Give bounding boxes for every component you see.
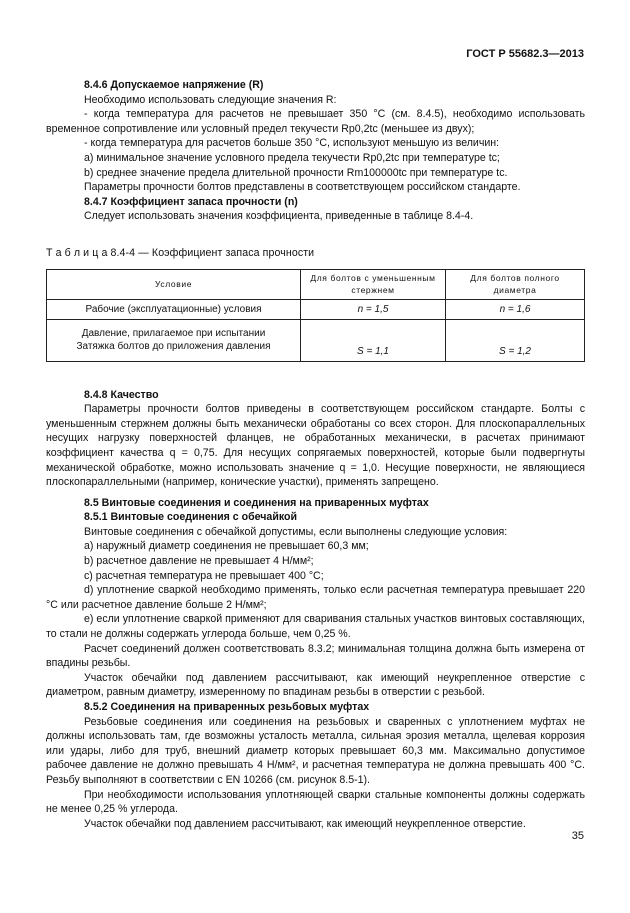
paragraph: а) наружный диаметр соединения не превышает 60,3 мм; [84,540,369,553]
table-header-row [47,269,585,299]
paragraph: 8.5.1 Винтовые соединения с обечайкой [84,511,297,524]
paragraph: 8.5 Винтовые соединения и соединения на приваренных муфтах [84,496,429,509]
paragraph: 8.5.2 Соединения на приваренных резьбовых муфтах [84,701,370,713]
paragraph: е) если уплотнение сваркой применяют для сваривания стальных участков винтовых составляющих, то стали не должны содержать углерода больше, чем 0,25 %. [46,613,585,641]
cell-condition: Давление, прилагаемое при испытании Затяжка болтов до приложения давления [47,319,301,361]
paragraph: Следует использовать значения коэффициента, приведенные в таблице 8.4-4. [84,210,474,223]
paragraph: При необходимости использования уплотняющей сварки стальные компоненты должны содержать не менее 0,25 % углерода. [46,788,585,816]
paragraph: d) уплотнение сваркой необходимо применять, только если расчетная температура превышает 220 °С или расчетное давление больше 2 Н/мм²; [46,584,585,611]
section-8-4-8 [46,388,585,490]
paragraph: с) расчетная температура не превышает 400 °С; [84,569,324,582]
header-reduced-bolts: Для болтов с уменьшенным стержнем [301,269,446,299]
page-number: 35 [571,830,584,842]
table-caption: Т а б л и ц а 8.4-4 — Коэффициент запаса прочности [46,246,315,259]
table-row [47,319,585,361]
paragraph: Участок обечайки под давлением рассчитывают, как имеющий неукрепленное отверстие. [84,817,526,830]
paragraph: Участок обечайки под давлением рассчитывают, как имеющий неукрепленное отверстие с диаметром, равным диаметру, измеренному по впадинам резьбы в отверстии с резьбой. [46,671,585,699]
paragraph: 8.4.7 Коэффициент запаса прочности (n) [84,195,298,208]
cell-reduced: S = 1,1 [301,319,446,361]
cell-full: n = 1,6 [446,299,585,319]
paragraph: - когда температура для расчетов больше 350 °С, используют меньшую из величин: [84,137,500,150]
cell-condition: Рабочие (эксплуатационные) условия [47,299,301,319]
section-8-5 [46,496,585,832]
paragraph: 8.4.6 Допускаемое напряжение (R) [84,79,264,91]
paragraph: Параметры прочности болтов представлены в соответствующем российском стандарте. [84,181,521,194]
header-condition: Условие [47,269,301,299]
paragraph: Необходимо использовать следующие значения R: [84,93,337,106]
paragraph: Параметры прочности болтов приведены в соответствующем российском стандарте. Болты с уменьшенным стержнем должны быть механически обработаны со всех сторон. Для плоскопараллельных несущих нагрузку поверхностей фланцев, не обработанных механически, в расчетах принимают коэффициент качества q = 0,75. Для несущих сопрягаемых поверхностей, которые были подвергнуты механической обработке, можно использовать значение q = 1,0. Несущие поверхности, не являющиеся плоскопараллельными (например, конические участки), применять запрещено. [46,403,585,489]
page-content [46,78,585,831]
paragraph: 8.4.8 Качество [84,388,159,401]
paragraph: b) расчетное давление не превышает 4 Н/мм²; [84,555,314,568]
table-row [47,299,585,319]
document-header: ГОСТ Р 55682.3—2013 [466,48,584,60]
paragraph: - когда температура для расчетов не превышает 350 °С (см. 8.4.5), необходимо использовать временное сопротивление или условный предел текучести Rp0,2tc (меньшее из двух); [46,108,585,135]
safety-factor-table [46,269,585,362]
paragraph: а) минимальное значение условного предела текучести Rp0,2tc при температуре tc; [84,151,500,164]
paragraph: Винтовые соединения с обечайкой допустимы, если выполнены следующие условия: [84,525,508,538]
paragraph: Резьбовые соединения или соединения на резьбовых и сваренных с уплотнением муфтах не должны использовать там, где возможны усталость металла, сильная эрозия металла, щелевая коррозия или удары, либо для труб, внешний диаметр которых превышает 60,3 мм. Максимально допустимое рабочее давление не должно превышать 4 Н/мм², и расчетная температура не должна превышать 400 °С. Резьбу выполняют в соответствии с EN 10266 (см. рисунок 8.5-1). [46,715,585,786]
cell-full: S = 1,2 [446,319,585,361]
cell-reduced: n = 1,5 [301,299,446,319]
section-8-4-6-8-4-7 [46,78,585,224]
header-full-bolts: Для болтов полного диаметра [446,269,585,299]
paragraph: b) среднее значение предела длительной прочности Rm100000tc при температуре tc. [84,166,508,179]
paragraph: Расчет соединений должен соответствовать 8.3.2; минимальная толщина должна быть измерена от впадины резьбы. [46,642,585,670]
